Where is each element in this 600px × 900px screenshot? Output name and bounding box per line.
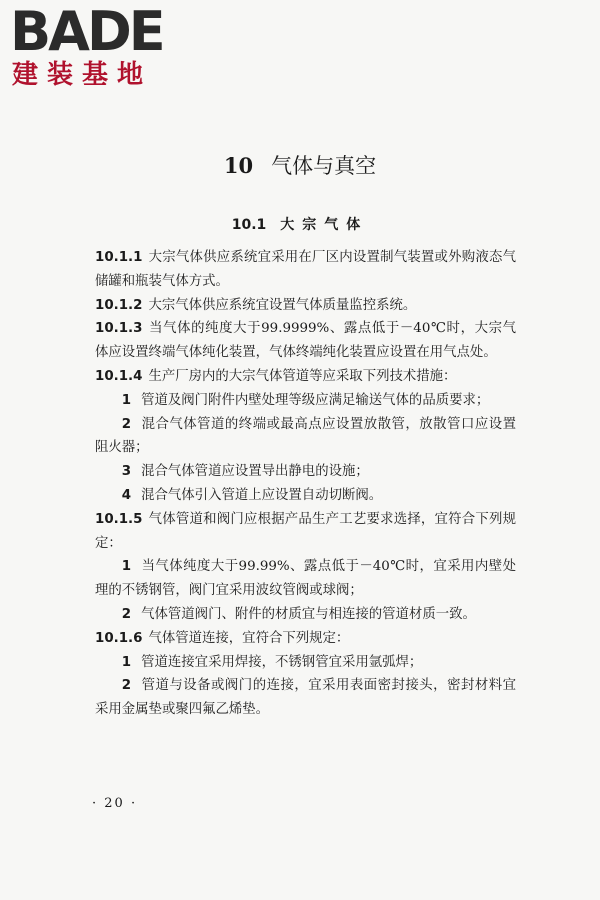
clause bbox=[95, 317, 516, 365]
sub-item-number: 1 bbox=[121, 654, 132, 670]
sub-item bbox=[95, 674, 516, 722]
clause-number: 10.1.2 bbox=[95, 297, 143, 313]
clause bbox=[95, 246, 516, 294]
chapter-number: 10 bbox=[223, 153, 254, 178]
clause-text: 气体管道和阀门应根据产品生产工艺要求选择，宜符合下列规定： bbox=[95, 511, 516, 551]
clause-number: 10.1.6 bbox=[95, 630, 143, 646]
sub-item bbox=[95, 484, 516, 508]
sub-item-text: 气体管道阀门、附件的材质宜与相连接的管道材质一致。 bbox=[141, 606, 476, 622]
sub-item-text: 混合气体引入管道上应设置自动切断阀。 bbox=[141, 487, 383, 503]
sub-item-text: 混合气体管道的终端或最高点应设置放散管，放散管口应设置阻火器； bbox=[95, 416, 516, 456]
sub-item-text: 管道及阀门附件内壁处理等级应满足输送气体的品质要求； bbox=[141, 392, 490, 408]
sub-item-number: 3 bbox=[121, 464, 132, 480]
clause-text: 大宗气体供应系统宜采用在厂区内设置制气装置或外购液态气储罐和瓶装气体方式。 bbox=[95, 250, 516, 289]
clause-text: 大宗气体供应系统宜设置气体质量监控系统。 bbox=[148, 297, 417, 313]
sub-item-number: 1 bbox=[121, 392, 132, 408]
sub-item-number: 1 bbox=[121, 559, 132, 575]
sub-item bbox=[95, 413, 516, 461]
section-heading bbox=[0, 214, 600, 234]
sub-item-number: 2 bbox=[121, 678, 132, 694]
section-number: 10.1 bbox=[231, 217, 267, 233]
page-number: · 20 · bbox=[92, 796, 138, 811]
bade-logo bbox=[10, 4, 180, 90]
section-title: 大宗气体 bbox=[280, 217, 369, 233]
sub-item-number: 2 bbox=[121, 416, 132, 432]
clause-number: 10.1.5 bbox=[95, 511, 143, 527]
clause bbox=[95, 294, 516, 318]
clause bbox=[95, 365, 516, 389]
document-body bbox=[95, 246, 516, 722]
sub-item-text: 当气体纯度大于99.99%、露点低于－40℃时，宜采用内壁处理的不锈钢管，阀门宜采用波纹管阀或球阀； bbox=[95, 559, 516, 599]
sub-item bbox=[95, 389, 516, 413]
clause-number: 10.1.4 bbox=[95, 368, 143, 384]
sub-item-text: 管道连接宜采用焊接，不锈钢管宜采用氩弧焊； bbox=[141, 654, 423, 670]
sub-item bbox=[95, 555, 516, 603]
sub-item-text: 混合气体管道应设置导出静电的设施； bbox=[141, 464, 369, 480]
chapter-heading bbox=[0, 152, 600, 180]
sub-item-number: 2 bbox=[121, 606, 132, 622]
clause-text: 当气体的纯度大于99.9999%、露点低于－40℃时，大宗气体应设置终端气体纯化装置，气体终端纯化装置应设置在用气点处。 bbox=[95, 321, 516, 361]
logo-word-text: BADE bbox=[10, 4, 163, 56]
clause bbox=[95, 508, 516, 556]
sub-item bbox=[95, 651, 516, 675]
sub-item-text: 管道与设备或阀门的连接，宜采用表面密封接头，密封材料宜采用金属垫或聚四氟乙烯垫。 bbox=[95, 678, 516, 718]
sub-item bbox=[95, 460, 516, 484]
clause-text: 生产厂房内的大宗气体管道等应采取下列技术措施： bbox=[148, 368, 457, 384]
clause-number: 10.1.3 bbox=[95, 321, 143, 337]
clause-number: 10.1.1 bbox=[95, 250, 143, 265]
clause-text: 气体管道连接，宜符合下列规定： bbox=[148, 630, 350, 646]
sub-item bbox=[95, 603, 516, 627]
clause bbox=[95, 627, 516, 651]
sub-item-number: 4 bbox=[121, 487, 132, 503]
logo-wordmark bbox=[10, 4, 175, 56]
chapter-title: 气体与真空 bbox=[271, 154, 377, 178]
logo-chinese-text: 建装基地 bbox=[12, 60, 153, 90]
